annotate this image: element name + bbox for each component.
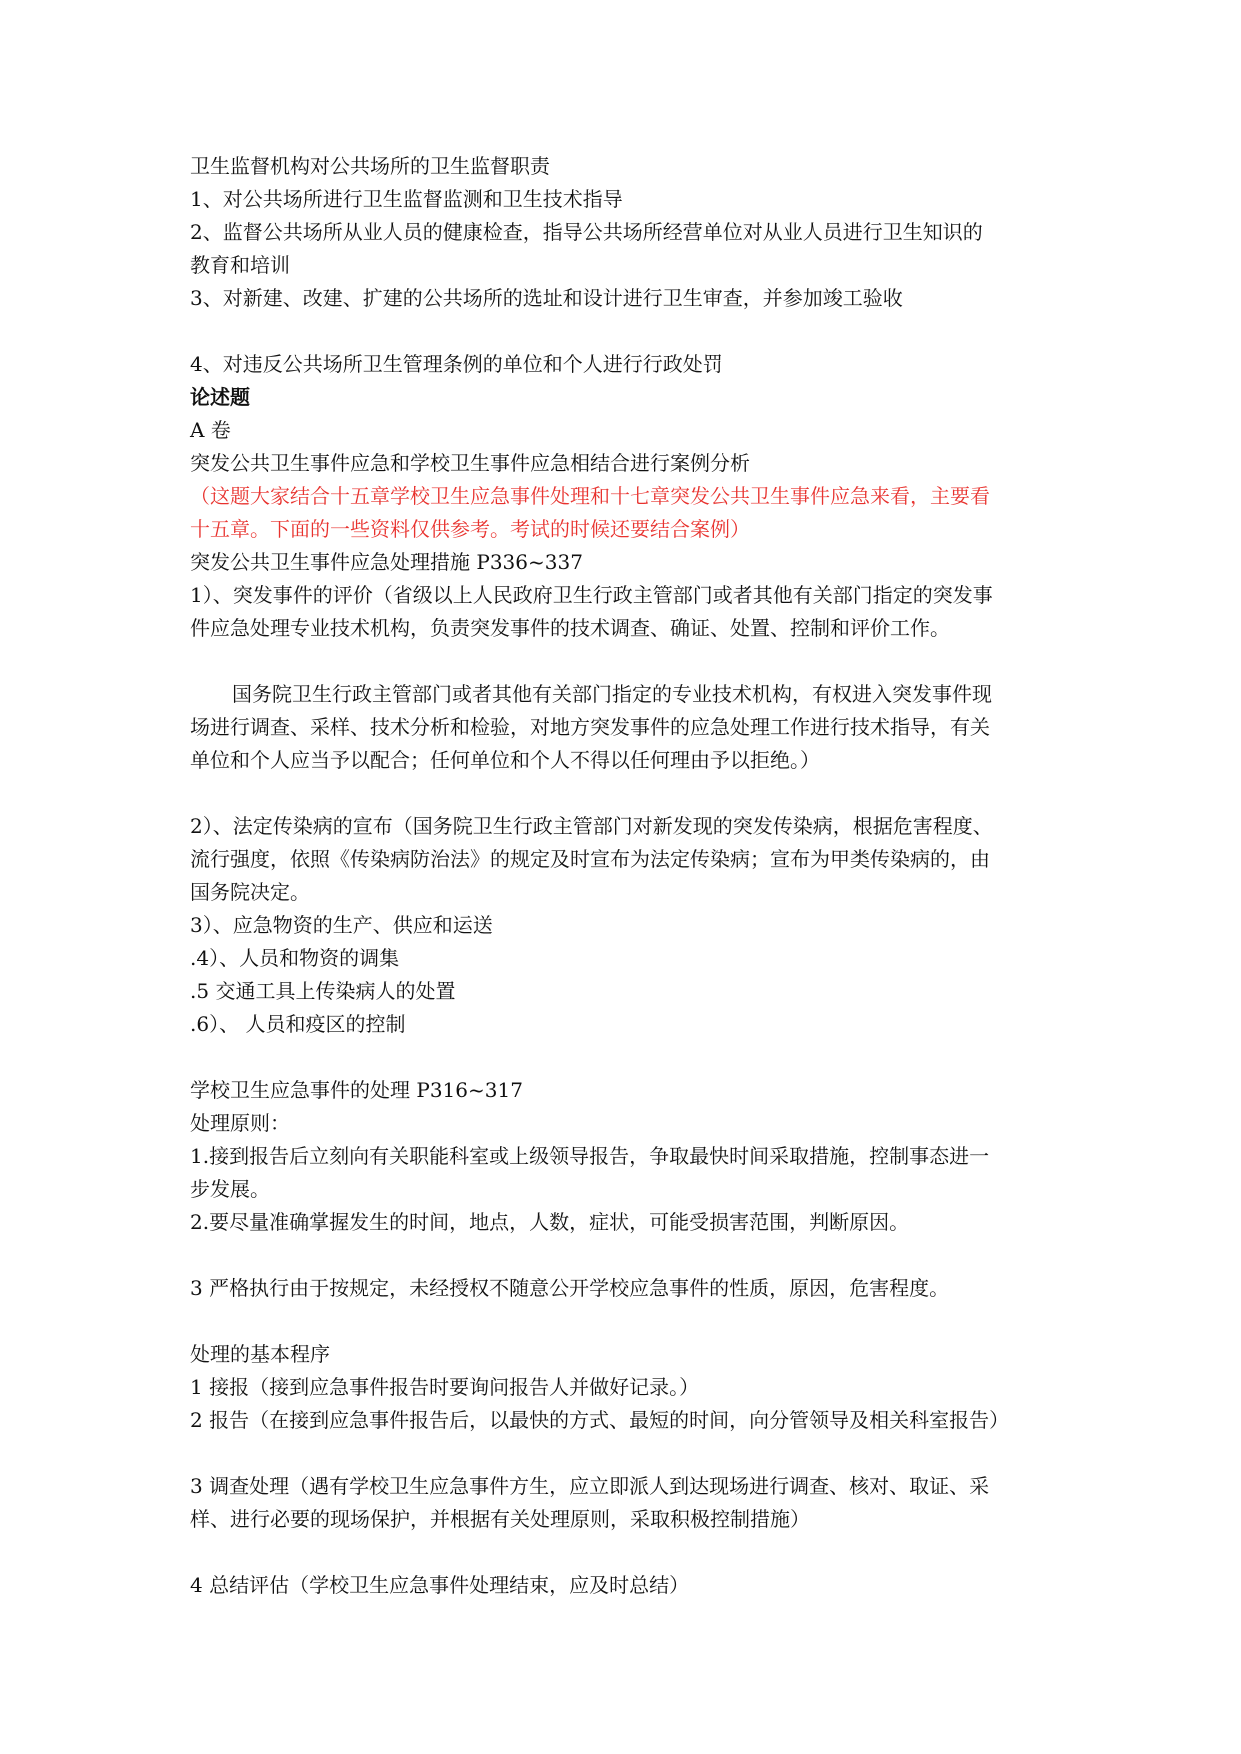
principle-1-line-2: 步发展。 xyxy=(190,1177,270,1201)
note-line-2: 十五章。下面的一些资料仅供参考。考试的时候还要结合案例） xyxy=(190,517,750,541)
procedure-title: 处理的基本程序 xyxy=(190,1342,330,1366)
document-page xyxy=(190,150,1070,1602)
procedure-step-1: 1 接报（接到应急事件报告时要询问报告人并做好记录。） xyxy=(190,1375,700,1399)
measure-2-line-2: 流行强度，依照《传染病防治法》的规定及时宣布为法定传染病；宣布为甲类传染病的，由 xyxy=(190,847,990,871)
principle-1-line-1: 1.接到报告后立刻向有关职能科室或上级领导报告，争取最快时间采取措施，控制事态进一 xyxy=(190,1144,990,1168)
school-section-title: 学校卫生应急事件的处理 P316~317 xyxy=(190,1078,523,1102)
procedure-step-3-line-1: 3 调查处理（遇有学校卫生应急事件方生，应立即派人到达现场进行调查、核对、取证、采 xyxy=(190,1474,990,1498)
measure-4: .4）、人员和物资的调集 xyxy=(190,946,400,970)
measure-1-para-2-line-2: 场进行调查、采样、技术分析和检验，对地方突发事件的应急处理工作进行技术指导，有关 xyxy=(190,715,990,739)
measure-2-line-1: 2）、法定传染病的宣布（国务院卫生行政主管部门对新发现的突发传染病，根据危害程度、 xyxy=(190,814,993,838)
duty-item-3: 3、对新建、改建、扩建的公共场所的选址和设计进行卫生审查，并参加竣工验收 xyxy=(190,286,903,310)
measure-1-line-1: 1）、突发事件的评价（省级以上人民政府卫生行政主管部门或者其他有关部门指定的突发事 xyxy=(190,583,993,607)
duty-item-1: 1、对公共场所进行卫生监督监测和卫生技术指导 xyxy=(190,187,623,211)
spacer xyxy=(190,1437,1070,1470)
measure-6: .6）、 人员和疫区的控制 xyxy=(190,1012,406,1036)
section-title: 卫生监督机构对公共场所的卫生监督职责 xyxy=(190,154,550,178)
measure-5: .5 交通工具上传染病人的处置 xyxy=(190,979,456,1003)
spacer xyxy=(190,1305,1070,1338)
procedure-step-2: 2 报告（在接到应急事件报告后，以最快的方式、最短的时间，向分管领导及相关科室报告） xyxy=(190,1408,1010,1432)
volume-label: A 卷 xyxy=(190,418,231,442)
principle-3: 3 严格执行由于按规定，未经授权不随意公开学校应急事件的性质，原因，危害程度。 xyxy=(190,1276,950,1300)
spacer xyxy=(190,777,1070,810)
measure-2-line-3: 国务院决定。 xyxy=(190,880,310,904)
question-text: 突发公共卫生事件应急和学校卫生事件应急相结合进行案例分析 xyxy=(190,451,750,475)
note-line-1: （这题大家结合十五章学校卫生应急事件处理和十七章突发公共卫生事件应急来看，主要看 xyxy=(190,484,990,508)
duty-item-2-line-2: 教育和培训 xyxy=(190,253,290,277)
principle-2: 2.要尽量准确掌握发生的时间，地点，人数，症状，可能受损害范围，判断原因。 xyxy=(190,1210,910,1234)
measure-1-para-2-line-3: 单位和个人应当予以配合；任何单位和个人不得以任何理由予以拒绝。） xyxy=(190,748,820,772)
spacer xyxy=(190,1536,1070,1569)
measure-1-line-2: 件应急处理专业技术机构，负责突发事件的技术调查、确证、处置、控制和评价工作。 xyxy=(190,616,950,640)
procedure-step-4: 4 总结评估（学校卫生应急事件处理结束，应及时总结） xyxy=(190,1573,690,1597)
spacer xyxy=(190,1041,1070,1074)
principles-title: 处理原则： xyxy=(190,1111,290,1135)
spacer xyxy=(190,315,1070,348)
measures-title: 突发公共卫生事件应急处理措施 P336~337 xyxy=(190,550,583,574)
measure-3: 3）、应急物资的生产、供应和运送 xyxy=(190,913,493,937)
essay-heading: 论述题 xyxy=(190,385,250,409)
measure-1-para-2-line-1: 国务院卫生行政主管部门或者其他有关部门指定的专业技术机构，有权进入突发事件现 xyxy=(232,682,992,706)
spacer xyxy=(190,1239,1070,1272)
duty-item-4: 4、对违反公共场所卫生管理条例的单位和个人进行行政处罚 xyxy=(190,352,723,376)
duty-item-2-line-1: 2、监督公共场所从业人员的健康检查，指导公共场所经营单位对从业人员进行卫生知识的 xyxy=(190,220,983,244)
procedure-step-3-line-2: 样、进行必要的现场保护，并根据有关处理原则，采取积极控制措施） xyxy=(190,1507,810,1531)
spacer xyxy=(190,645,1070,678)
